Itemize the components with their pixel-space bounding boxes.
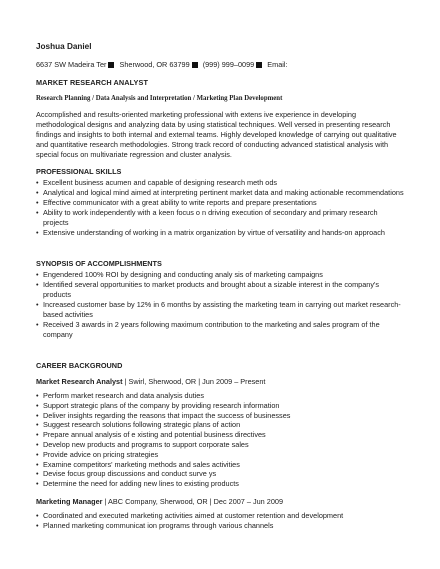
contact-phone: (999) 999–0099 bbox=[202, 60, 255, 69]
section-heading-skills: PROFESSIONAL SKILLS bbox=[36, 167, 122, 176]
section-heading-career: CAREER BACKGROUND bbox=[36, 361, 123, 370]
list-item: • Support strategic plans of the company by providing research information bbox=[36, 401, 404, 411]
list-item: • Examine competitors' marketing methods and sales activities bbox=[36, 460, 404, 470]
separator-square-icon bbox=[192, 62, 198, 68]
list-item: • Received 3 awards in 2 years following maximum contribution to the marketing and sales program of the company bbox=[36, 320, 404, 340]
job-1-details: | Swirl, Sherwood, OR | Jun 2009 – Present bbox=[124, 377, 266, 386]
accomplishments-list bbox=[36, 270, 404, 340]
job-2-duties bbox=[36, 511, 404, 531]
list-item: • Suggest research solutions following strategic plans of action bbox=[36, 420, 404, 430]
list-item: • Extensive understanding of working in a matrix organization by virtue of versatility and hands-on approach bbox=[36, 228, 404, 238]
list-item: • Planned marketing communicat ion programs through various channels bbox=[36, 521, 404, 531]
list-item: • Prepare annual analysis of e xisting and potential business directives bbox=[36, 430, 404, 440]
list-item: • Engendered 100% ROI by designing and conducting analy sis of marketing campaigns bbox=[36, 270, 404, 280]
summary-paragraph: Accomplished and results-oriented marketing professional with extens ive experience in developing methodological designs and analyzing data by using statistical techniques. Well versed in presenting research findings and insights to both internal and external teams. Highly developed knowledge of carrying out qualitative and quantitative research methodologies. Strong track record of conducting advanced statistical analysis with special focus on multivariate regression and cluster analysis. bbox=[36, 110, 397, 159]
list-item: • Ability to work independently with a keen focus o n driving execution of secondary and primary research projects bbox=[36, 208, 404, 228]
contact-street: 6637 SW Madeira Ter bbox=[36, 60, 107, 69]
job-1-title: Market Research Analyst bbox=[36, 377, 123, 386]
job-1-duties bbox=[36, 391, 404, 489]
specialties-subheading: Research Planning / Data Analysis and Interpretation / Marketing Plan Development bbox=[36, 95, 283, 102]
list-item: • Develop new products and programs to support corporate sales bbox=[36, 440, 404, 450]
list-item: • Deliver insights regarding the reasons that impact the success of businesses bbox=[36, 411, 404, 421]
list-item: • Analytical and logical mind aimed at interpreting pertinent market data and making actionable recommendations bbox=[36, 188, 404, 198]
list-item: • Devise focus group discussions and conduct surve ys bbox=[36, 469, 404, 479]
skills-list bbox=[36, 178, 404, 238]
list-item: • Provide advice on pricing strategies bbox=[36, 450, 404, 460]
job-header-2 bbox=[36, 497, 404, 507]
separator-square-icon bbox=[256, 62, 262, 68]
list-item: • Identified several opportunities to market products and brought about a sizable interest in the company's products bbox=[36, 280, 404, 300]
list-item: • Perform market research and data analysis duties bbox=[36, 391, 404, 401]
job-title: MARKET RESEARCH ANALYST bbox=[36, 78, 149, 87]
list-item: • Excellent business acumen and capable of designing research meth ods bbox=[36, 178, 404, 188]
candidate-name: Joshua Daniel bbox=[36, 42, 92, 51]
section-heading-accomplishments: SYNOPSIS OF ACCOMPLISHMENTS bbox=[36, 259, 162, 268]
list-item: • Effective communicator with a great ability to write reports and prepare presentations bbox=[36, 198, 404, 208]
contact-email-label: Email: bbox=[267, 60, 288, 69]
list-item: • Determine the need for adding new lines to existing products bbox=[36, 479, 404, 489]
job-2-title: Marketing Manager bbox=[36, 496, 103, 506]
contact-city: Sherwood, OR 63799 bbox=[119, 60, 190, 69]
separator-square-icon bbox=[108, 62, 114, 68]
list-item: • Increased customer base by 12% in 6 months by assisting the marketing team in carrying out market research-based activities bbox=[36, 300, 404, 320]
list-item: • Coordinated and executed marketing activities aimed at customer retention and development bbox=[36, 511, 404, 521]
contact-line bbox=[36, 60, 404, 70]
job-2-details: | ABC Company, Sherwood, OR | Dec 2007 – Jun 2009 bbox=[104, 496, 284, 506]
job-header-1 bbox=[36, 377, 404, 387]
